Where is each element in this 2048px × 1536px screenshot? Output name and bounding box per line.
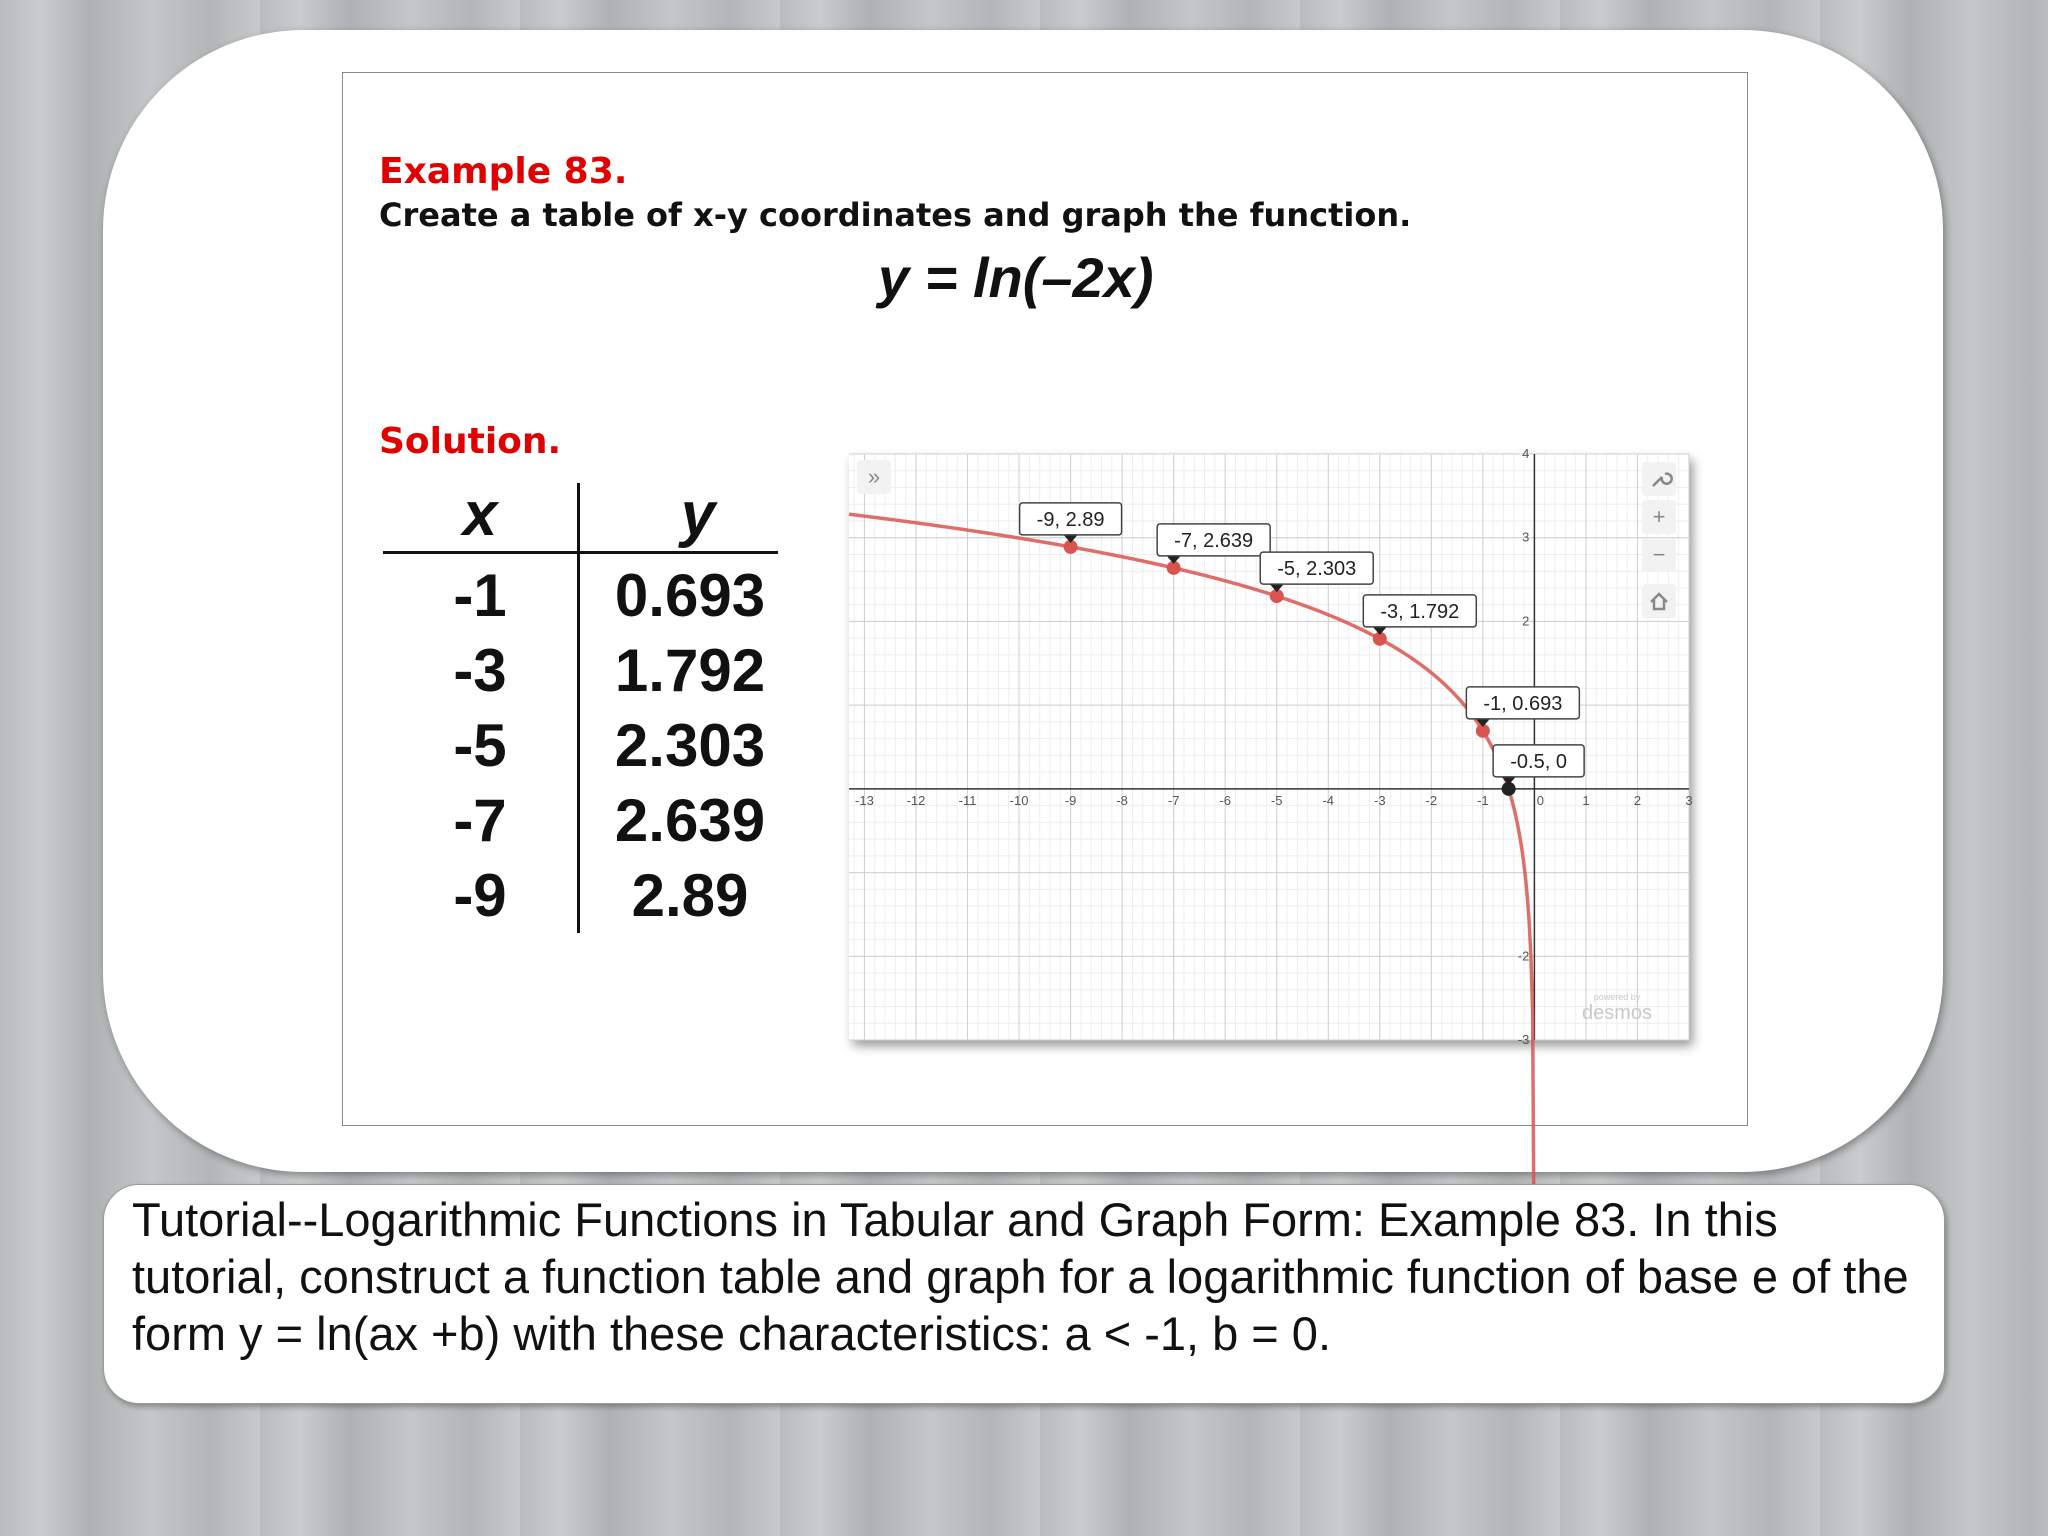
desmos-watermark-small: powered by [1593,992,1641,1002]
y-tick-label: -2 [1517,948,1530,964]
x-tick-label: 1 [1582,792,1590,808]
x-tick-label: -2 [1425,792,1438,808]
table-cell-y: 0.693 [614,562,766,629]
x-tick-label: 3 [1685,792,1693,808]
zoom-out-button[interactable]: − [1642,538,1676,572]
table-column-divider [577,483,580,933]
function-formula: y = ln(–2x) [878,246,1154,309]
table-cell-x: -7 [453,787,507,854]
x-tick-label: -5 [1270,792,1283,808]
x-tick-label: -3 [1374,792,1386,808]
table-cell-y: 2.303 [614,712,766,779]
table-cell-x: -9 [453,862,507,929]
x-tick-label: -10 [1009,792,1029,808]
table-cell-x: -5 [453,712,507,779]
x-tick-label: -7 [1167,792,1180,808]
example-title: Example 83. [379,151,628,192]
x-tick-label: -1 [1477,792,1489,808]
y-tick-label: 4 [1522,446,1530,461]
instruction-text: Create a table of x-y coordinates and graph the function. [379,196,1412,234]
table-cell-y: 2.89 [631,862,749,929]
slide-frame [342,72,1748,1126]
desmos-watermark: desmos [1581,1002,1653,1024]
point-label: -7, 2.639 [1174,529,1254,552]
table-cell-x: -3 [453,637,507,704]
x-tick-label: -8 [1116,792,1128,808]
collapse-panel-icon[interactable]: » [857,460,891,494]
table-header-divider [383,551,778,554]
point-label: -5, 2.303 [1277,558,1357,581]
home-icon[interactable] [1642,584,1676,618]
table-cell-x: -1 [453,562,507,629]
solution-label: Solution. [379,421,562,462]
xy-table [383,480,778,933]
point-label: -3, 1.792 [1380,600,1460,623]
desmos-graph[interactable] [849,446,1693,1047]
graph-canvas[interactable] [849,446,1693,1047]
point-label-pointer [1064,535,1078,543]
x-tick-label: -13 [855,792,874,808]
table-cell-y: 1.792 [614,637,766,704]
y-tick-label: 3 [1522,529,1530,545]
x-tick-label: -11 [958,792,977,808]
x-tick-label: -4 [1322,792,1335,808]
caption-box [103,1184,1945,1404]
wrench-icon[interactable] [1642,462,1676,496]
x-tick-label: 2 [1633,792,1642,808]
table-header-y: y [680,480,716,549]
y-tick-label: -3 [1517,1032,1530,1047]
point-label: -1, 0.693 [1483,692,1563,715]
point-label: -0.5, 0 [1510,750,1567,773]
x-tick-label: -6 [1219,792,1231,808]
x-tick-label: -9 [1064,792,1077,808]
x-tick-label: 0 [1536,792,1545,808]
point-label-pointer [1373,627,1387,635]
table-header-x: x [462,480,498,549]
zoom-in-button[interactable]: + [1642,500,1676,534]
caption-text: Tutorial--Logarithmic Functions in Tabular and Graph Form: Example 83. In this tutorial, construct a function table and graph for a logarithmic function of base e of the form y = ln(ax +b) with these characteristics: a < -1, b = 0. [132,1193,1909,1360]
x-tick-label: -12 [906,792,926,808]
point-label-pointer [1167,556,1181,564]
table-cell-y: 2.639 [614,787,766,854]
y-tick-label: 2 [1522,613,1530,629]
point-label: -9, 2.89 [1036,508,1105,531]
